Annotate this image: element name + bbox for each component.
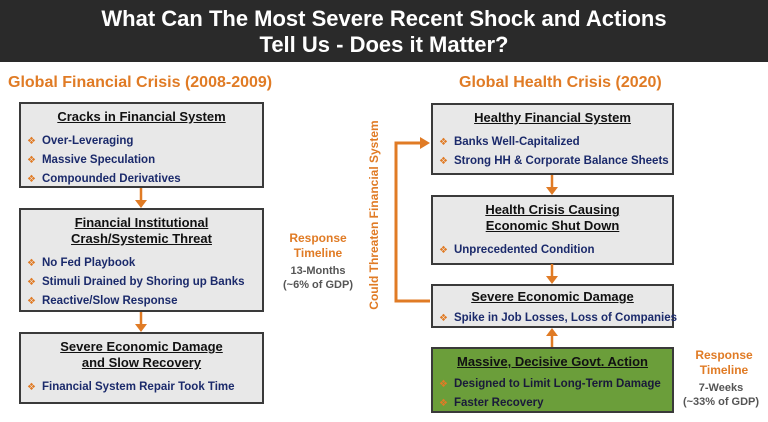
ghc-response-timeline-value (676, 381, 766, 409)
heading-line: Severe Economic Damage (471, 289, 634, 304)
diamond-bullet-icon: ❖ (439, 313, 448, 324)
gfc-box-damage-heading (21, 339, 262, 371)
arrow-down-icon (546, 175, 558, 195)
list-item (27, 378, 262, 397)
feedback-loop-label: Could Threaten Financial System (367, 120, 381, 310)
gfc-box-crash-list (21, 254, 262, 311)
diamond-bullet-icon: ❖ (27, 296, 36, 307)
list-item-text: Banks Well-Capitalized (453, 136, 580, 148)
title-line-1: What Can The Most Severe Recent Shock and Actions (101, 6, 667, 31)
ghc-box-damage (431, 284, 677, 328)
right-section-title: Global Health Crisis (2020) (459, 74, 662, 91)
ghc-box-healthy-list (433, 133, 672, 171)
response-title-line: Response (695, 348, 753, 362)
ghc-box-govt-action-heading (433, 354, 672, 370)
left-section-title: Global Financial Crisis (2008-2009) (8, 74, 273, 91)
response-value-line: (~33% of GDP) (682, 396, 760, 408)
gfc-box-damage (19, 332, 264, 404)
list-item-text: Designed to Limit Long-Term Damage (453, 378, 661, 390)
ghc-box-shutdown-heading (433, 202, 672, 234)
gfc-response-timeline-value (272, 264, 364, 292)
list-item (27, 132, 262, 151)
response-value-line: (~6% of GDP) (283, 279, 353, 291)
response-value-line: 13-Months (290, 265, 346, 277)
gfc-box-cracks (19, 102, 264, 188)
list-item (439, 152, 672, 171)
list-item-text: Faster Recovery (453, 397, 544, 409)
list-item-text: Reactive/Slow Response (41, 295, 178, 307)
response-title-line: Timeline (293, 246, 343, 260)
list-item-text: Strong HH & Corporate Balance Sheets (453, 155, 669, 167)
list-item-text: No Fed Playbook (41, 257, 136, 269)
response-title-line: Response (289, 231, 347, 245)
list-item (27, 151, 262, 170)
gfc-box-cracks-heading (21, 109, 262, 125)
ghc-box-govt-action-list (433, 375, 672, 413)
response-value-line: 7-Weeks (698, 382, 744, 394)
ghc-box-shutdown (431, 195, 674, 265)
feedback-loop-arrow-icon (390, 135, 430, 307)
list-item (439, 309, 677, 328)
heading-line: Massive, Decisive Govt. Action (457, 354, 648, 369)
list-item-text: Spike in Job Losses, Loss of Companies (453, 312, 677, 324)
list-item (27, 170, 262, 189)
arrow-down-icon (135, 312, 147, 332)
diamond-bullet-icon: ❖ (27, 136, 36, 147)
heading-line: Healthy Financial System (474, 110, 631, 125)
gfc-response-timeline-label (278, 231, 358, 261)
arrow-down-icon (135, 188, 147, 208)
list-item-text: Stimuli Drained by Shoring up Banks (41, 276, 245, 288)
diamond-bullet-icon: ❖ (27, 155, 36, 166)
diamond-bullet-icon: ❖ (27, 382, 36, 393)
ghc-box-damage-list (433, 309, 677, 328)
heading-line: and Slow Recovery (81, 355, 202, 370)
slide-title (0, 0, 768, 62)
list-item-text: Financial System Repair Took Time (41, 381, 235, 393)
diamond-bullet-icon: ❖ (439, 245, 448, 256)
diamond-bullet-icon: ❖ (439, 137, 448, 148)
gfc-box-cracks-list (21, 132, 262, 189)
ghc-box-shutdown-list (433, 241, 672, 260)
ghc-box-healthy-heading (433, 110, 672, 126)
diamond-bullet-icon: ❖ (27, 277, 36, 288)
heading-line: Economic Shut Down (485, 218, 620, 233)
list-item (439, 375, 672, 394)
heading-line: Cracks in Financial System (57, 109, 226, 124)
list-item (27, 254, 262, 273)
heading-line: Financial Institutional (74, 215, 209, 230)
ghc-box-damage-heading (433, 289, 672, 305)
ghc-box-govt-action (431, 347, 674, 413)
heading-line: Severe Economic Damage (60, 339, 223, 354)
diamond-bullet-icon: ❖ (27, 174, 36, 185)
list-item (439, 241, 672, 260)
diamond-bullet-icon: ❖ (439, 156, 448, 167)
response-title-line: Timeline (699, 363, 749, 377)
arrow-down-icon (546, 264, 558, 284)
ghc-response-timeline-label (684, 348, 764, 378)
title-line-2: Tell Us - Does it Matter? (259, 32, 509, 57)
gfc-box-crash (19, 208, 264, 312)
gfc-box-damage-list (21, 378, 262, 397)
diamond-bullet-icon: ❖ (27, 258, 36, 269)
diamond-bullet-icon: ❖ (439, 379, 448, 390)
ghc-box-healthy (431, 103, 674, 175)
list-item (27, 292, 262, 311)
arrow-up-icon (546, 328, 558, 348)
gfc-box-crash-heading (21, 215, 262, 247)
list-item-text: Unprecedented Condition (453, 244, 595, 256)
diamond-bullet-icon: ❖ (439, 398, 448, 409)
list-item (439, 394, 672, 413)
list-item (27, 273, 262, 292)
list-item-text: Compounded Derivatives (41, 173, 181, 185)
list-item (439, 133, 672, 152)
heading-line: Crash/Systemic Threat (71, 231, 212, 246)
heading-line: Health Crisis Causing (485, 202, 620, 217)
list-item-text: Over-Leveraging (41, 135, 134, 147)
list-item-text: Massive Speculation (41, 154, 156, 166)
